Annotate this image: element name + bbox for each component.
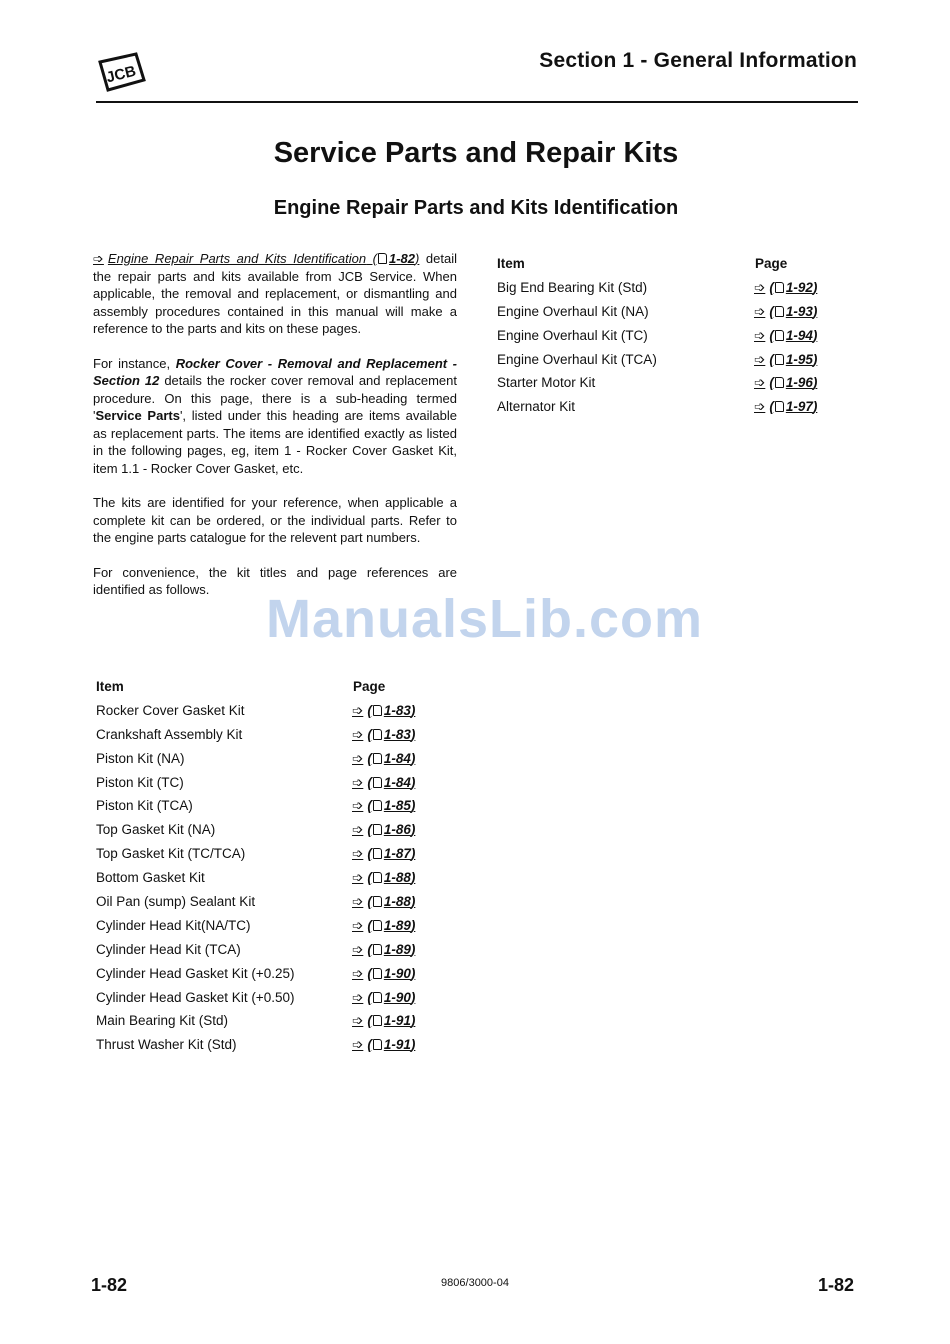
intro-link-text: Engine Repair Parts and Kits Identification	[107, 251, 367, 266]
page-reference: 1-87	[383, 846, 411, 862]
page-xref-link[interactable]: ➩ ( 1-83)	[352, 726, 416, 742]
arrow-icon: ➩	[754, 375, 766, 391]
table-row	[96, 747, 436, 771]
example-paragraph	[93, 355, 457, 478]
table-header	[96, 675, 436, 699]
book-icon	[373, 1015, 382, 1026]
page-xref-link[interactable]: ➩ ( 1-86)	[352, 822, 416, 838]
page-reference: 1-95	[785, 351, 813, 367]
book-icon	[373, 896, 382, 907]
book-icon	[373, 992, 382, 1003]
kit-name: Cylinder Head Gasket Kit (+0.25)	[96, 965, 295, 981]
intro-xref-link[interactable]: ➩ Engine Repair Parts and Kits Identification ( 1-82)	[93, 251, 420, 266]
kit-name: Oil Pan (sump) Sealant Kit	[96, 894, 256, 910]
intro-body: detail the repair parts and kits available from JCB Service. When applicable, the removal and replacement, or dismantling and assembly procedures contained in this manual will make a reference to the parts and kits on these pages.	[93, 251, 457, 336]
table-row	[497, 371, 837, 395]
kit-name: Bottom Gasket Kit	[96, 870, 205, 886]
kit-name: Piston Kit (TC)	[96, 774, 184, 790]
para2-lead: For instance,	[93, 355, 171, 371]
page-reference: 1-97	[785, 399, 813, 415]
book-icon	[373, 968, 382, 979]
book-icon	[373, 777, 382, 788]
table-row	[96, 986, 436, 1010]
page-title: Service Parts and Repair Kits	[273, 137, 679, 169]
page-reference: 1-96	[785, 375, 813, 391]
left-kits-table	[96, 675, 436, 1057]
item-column-header: Item	[96, 679, 124, 694]
arrow-icon: ➩	[352, 846, 364, 862]
table-row	[96, 794, 436, 818]
arrow-icon: ➩	[352, 941, 364, 957]
arrow-icon: ➩	[754, 279, 766, 295]
page-column-header: Page	[755, 256, 788, 271]
arrow-icon: ➩	[352, 965, 364, 981]
page-subtitle: Engine Repair Parts and Kits Identification	[273, 197, 679, 219]
page-reference: 1-83	[383, 726, 411, 742]
book-icon	[775, 282, 784, 293]
kit-name: Alternator Kit	[497, 399, 576, 415]
arrow-icon: ➩	[754, 399, 766, 415]
page-reference: 1-93	[785, 303, 813, 319]
book-icon	[373, 729, 382, 740]
kit-name: Rocker Cover Gasket Kit	[96, 702, 245, 718]
arrow-icon: ➩	[754, 327, 766, 343]
right-kits-table	[497, 252, 837, 419]
table-row	[96, 890, 436, 914]
section-title: Section 1 - General Information	[539, 49, 857, 72]
arrow-icon: ➩	[352, 917, 364, 933]
intro-paragraph	[93, 250, 457, 338]
table-row	[497, 348, 837, 372]
kit-name: Cylinder Head Kit (TCA)	[96, 941, 241, 957]
page-xref-link[interactable]: ➩ ( 1-92)	[754, 279, 818, 295]
kit-name: Engine Overhaul Kit (TCA)	[497, 351, 657, 367]
reference-paragraph: The kits are identified for your reference, when applicable a complete kit can be ordered, or the individual parts. Refer to the engine parts catalogue for the relevent part numbers.	[93, 495, 457, 545]
page-reference: 1-89	[383, 917, 411, 933]
kit-name: Engine Overhaul Kit (TC)	[497, 327, 648, 343]
page-reference: 1-90	[383, 989, 411, 1005]
page-xref-link[interactable]: ➩ ( 1-91)	[352, 1013, 416, 1029]
page-xref-link[interactable]: ➩ ( 1-89)	[352, 917, 416, 933]
arrow-icon: ➩	[352, 894, 364, 910]
intro-link-page: 1-82	[388, 251, 416, 266]
page-reference: 1-83	[383, 702, 411, 718]
page-reference: 1-89	[383, 941, 411, 957]
para2-term: Service Parts	[95, 408, 180, 423]
book-icon	[373, 920, 382, 931]
arrow-icon: ➩	[352, 798, 364, 814]
page-reference: 1-94	[785, 327, 813, 343]
page-xref-link[interactable]: ➩ ( 1-90)	[352, 989, 416, 1005]
book-icon	[373, 753, 382, 764]
kit-name: Piston Kit (TCA)	[96, 798, 193, 814]
book-icon	[373, 944, 382, 955]
table-row	[497, 300, 837, 324]
page-column-header: Page	[353, 679, 386, 694]
book-icon	[373, 872, 382, 883]
table-row	[497, 276, 837, 300]
page-reference: 1-85	[383, 798, 411, 814]
book-icon	[775, 330, 784, 341]
kit-name: Engine Overhaul Kit (NA)	[497, 303, 649, 319]
page-reference: 1-84	[383, 774, 411, 790]
arrow-icon: ➩	[352, 774, 364, 790]
page-reference: 1-84	[383, 750, 411, 766]
page-xref-link[interactable]: ➩ ( 1-90)	[352, 965, 416, 981]
page-reference: 1-91	[383, 1013, 411, 1029]
arrow-icon: ➩	[352, 870, 364, 886]
book-icon	[775, 377, 784, 388]
kit-name: Crankshaft Assembly Kit	[96, 726, 243, 742]
table-header	[497, 252, 837, 276]
page-xref-link[interactable]: ➩ ( 1-84)	[352, 750, 416, 766]
arrow-icon: ➩	[352, 750, 364, 766]
kit-name: Main Bearing Kit (Std)	[96, 1013, 229, 1029]
header-divider	[96, 101, 858, 103]
arrow-icon: ➩	[352, 989, 364, 1005]
item-column-header: Item	[497, 256, 525, 271]
page-reference: 1-88	[383, 894, 411, 910]
table-row	[96, 1033, 436, 1057]
table-row	[96, 818, 436, 842]
intro-text-column	[93, 250, 457, 616]
kit-name: Piston Kit (NA)	[96, 750, 185, 766]
page-reference: 1-86	[383, 822, 411, 838]
table-row	[497, 395, 837, 419]
page-xref-link[interactable]: ➩ ( 1-95)	[754, 351, 818, 367]
arrow-icon: ➩	[352, 822, 364, 838]
arrow-icon: ➩	[352, 1037, 364, 1053]
kit-name: Big End Bearing Kit (Std)	[497, 279, 648, 295]
para2-reference: Rocker Cover - Removal and Replacement - Section 12	[93, 355, 457, 388]
book-icon	[373, 705, 382, 716]
page-xref-link[interactable]: ➩ ( 1-83)	[352, 702, 416, 718]
footer-page-number-right: 1-82	[817, 1275, 854, 1295]
book-icon	[373, 824, 382, 835]
arrow-icon: ➩	[754, 351, 766, 367]
page-xref-link[interactable]: ➩ ( 1-84)	[352, 774, 416, 790]
book-icon	[378, 253, 387, 264]
watermark: ManualsLib.com	[266, 589, 704, 649]
page-xref-link[interactable]: ➩ ( 1-91)	[352, 1037, 416, 1053]
arrow-icon: ➩	[352, 1013, 364, 1029]
book-icon	[775, 354, 784, 365]
table-row	[96, 723, 436, 747]
table-row	[497, 324, 837, 348]
kit-name: Cylinder Head Kit(NA/TC)	[96, 917, 251, 933]
arrow-icon: ➩	[93, 251, 104, 266]
convenience-paragraph: For convenience, the kit titles and page references are identified as follows.	[93, 564, 457, 597]
jcb-logo	[96, 50, 148, 96]
page-xref-link[interactable]: ➩ ( 1-94)	[754, 327, 818, 343]
book-icon	[775, 306, 784, 317]
footer-page-number-left: 1-82	[91, 1275, 128, 1295]
table-row	[96, 842, 436, 866]
page-xref-link[interactable]: ➩ ( 1-88)	[352, 894, 416, 910]
page-reference: 1-90	[383, 965, 411, 981]
table-row	[96, 699, 436, 723]
page-xref-link[interactable]: ➩ ( 1-97)	[754, 399, 818, 415]
page-xref-link[interactable]: ➩ ( 1-89)	[352, 941, 416, 957]
kit-name: Starter Motor Kit	[497, 375, 596, 391]
book-icon	[373, 800, 382, 811]
page-xref-link[interactable]: ➩ ( 1-93)	[754, 303, 818, 319]
para2-text-b: ', listed under this heading are items available as replacement parts. The items are identified exactly as listed in the following pages, eg, item 1 - Rocker Cover Gasket Kit, item 1.1 - Rocker Cover Gasket, etc.	[93, 408, 457, 476]
para2-text-a: details the rocker cover removal and replacement procedure. On this page, there is a sub-heading termed '	[93, 373, 457, 423]
arrow-icon: ➩	[352, 726, 364, 742]
kit-name: Top Gasket Kit (NA)	[96, 822, 216, 838]
kit-name: Thrust Washer Kit (Std)	[96, 1037, 237, 1053]
page-xref-link[interactable]: ➩ ( 1-96)	[754, 375, 818, 391]
page-xref-link[interactable]: ➩ ( 1-88)	[352, 870, 416, 886]
footer-doc-number: 9806/3000-04	[441, 1277, 509, 1289]
table-row	[96, 914, 436, 938]
book-icon	[373, 1039, 382, 1050]
kit-name: Cylinder Head Gasket Kit (+0.50)	[96, 989, 295, 1005]
table-row	[96, 771, 436, 795]
table-row	[96, 1009, 436, 1033]
page-reference: 1-91	[383, 1037, 411, 1053]
page-reference: 1-92	[785, 279, 813, 295]
kit-name: Top Gasket Kit (TC/TCA)	[96, 846, 246, 862]
table-row	[96, 866, 436, 890]
page-xref-link[interactable]: ➩ ( 1-87)	[352, 846, 416, 862]
book-icon	[373, 848, 382, 859]
book-icon	[775, 401, 784, 412]
table-row	[96, 938, 436, 962]
arrow-icon: ➩	[754, 303, 766, 319]
arrow-icon: ➩	[352, 702, 364, 718]
page-xref-link[interactable]: ➩ ( 1-85)	[352, 798, 416, 814]
table-row	[96, 962, 436, 986]
svg-text:JCB: JCB	[104, 62, 138, 87]
page-reference: 1-88	[383, 870, 411, 886]
